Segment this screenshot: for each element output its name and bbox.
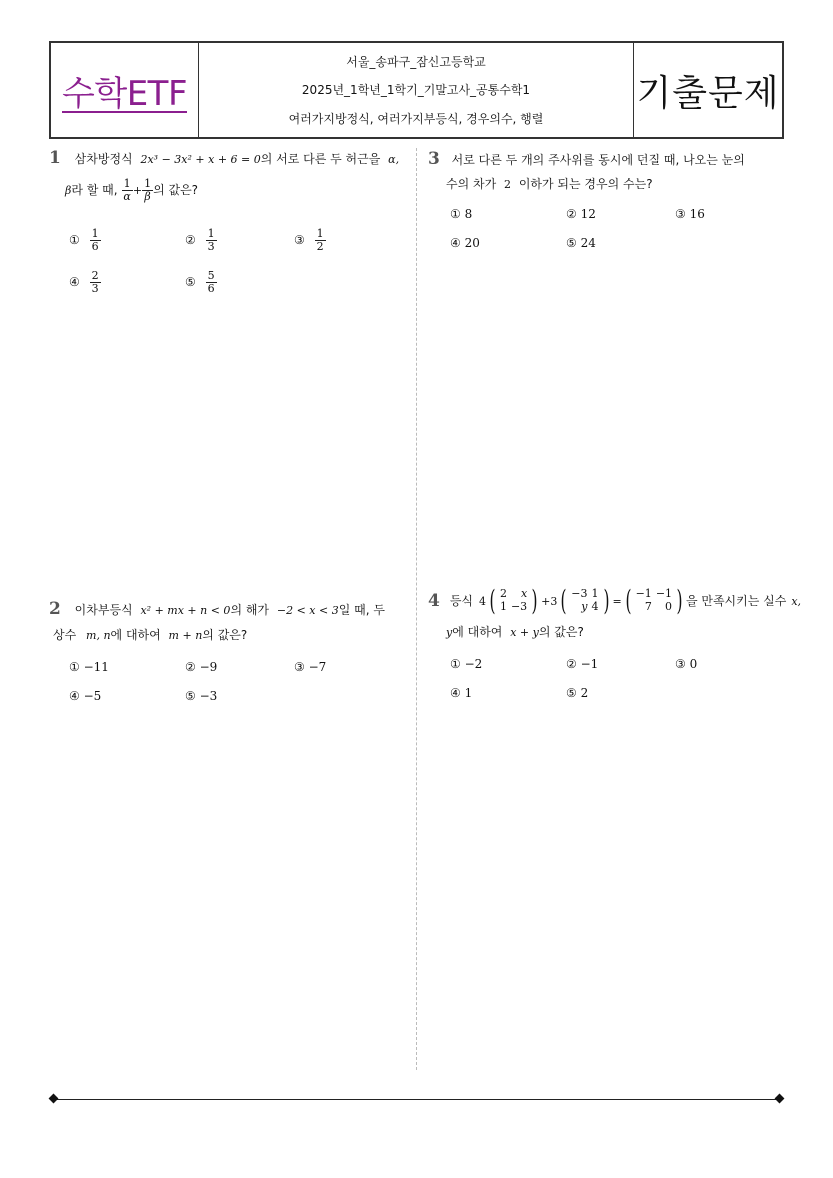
scalar: 3 [550,594,558,608]
question-text: 의 값은? [538,625,584,639]
choice-4[interactable]: ④ $\frac{2}{3}$ [69,269,99,296]
question-text: 일 때, 두 [338,603,385,617]
footer-rule [53,1099,781,1100]
math-number: 2 [504,178,512,191]
choice-5[interactable]: ⑤ $\frac{5}{6}$ [185,269,215,296]
problem-1 [49,150,409,310]
math-equation: 2x³ − 3x² + x + 6 = 0 [140,153,261,166]
school-name: 서울_송파구_잠신고등학교 [346,54,486,69]
choice-4[interactable]: ④ −5 [69,689,102,703]
footer-diamond-left [49,1094,59,1104]
question-text: 의 값은? [202,628,248,642]
question-text: 의 해가 [230,603,270,617]
math-inequality: x² + mx + n < 0 [140,604,231,617]
choice-1[interactable]: ① −2 [450,657,483,671]
choice-5[interactable]: ⑤ 24 [566,236,596,250]
question-text: 이차부등식 [74,603,133,617]
choice-4[interactable]: ④ 20 [450,236,480,250]
math-expression: x + y [510,626,539,639]
problem-2 [49,601,409,711]
choice-4[interactable]: ④ 1 [450,686,473,700]
choice-5[interactable]: ⑤ −3 [185,689,218,703]
choice-2[interactable]: ② −9 [185,660,218,674]
question-text: 서로 다른 두 개의 주사위를 동시에 던질 때, 나오는 눈의 [451,153,745,167]
question-text: 삼차방정식 [74,152,133,166]
plus-sign: + [541,594,551,608]
question-text: 의 값은? [153,183,199,198]
column-divider [416,148,417,1070]
math-variable: α, [388,153,400,166]
math-expression: m + n [168,629,203,642]
scalar: 4 [479,594,487,608]
fraction: $\frac{1}{\alpha}$ [123,177,131,204]
question-text: 을 만족시키는 실수 [685,594,787,608]
plus-sign: + [132,184,143,198]
math-variable: β [65,184,72,198]
question-text: 이하가 되는 경우의 수는? [518,177,653,191]
problem-number: 1 [49,148,61,168]
question-text: 에 대하여 [452,625,503,639]
question-text: 등식 [449,594,474,608]
equals-sign: = [612,594,622,608]
brand-logo: 수학ETF [62,73,187,114]
math-variables: m, n [86,629,111,642]
choice-1[interactable]: ① 8 [450,207,473,221]
question-text: 라 할 때, [71,183,118,198]
choice-3[interactable]: ③ $\frac{1}{2}$ [294,227,324,254]
exam-topics: 여러가지방정식, 여러가지부등식, 경우의수, 행렬 [288,112,544,127]
footer-diamond-right [775,1094,785,1104]
choice-2[interactable]: ② $\frac{1}{3}$ [185,227,215,254]
exam-name: 2025년_1학년_1학기_기말고사_공통수학1 [301,83,531,98]
choice-2[interactable]: ② 12 [566,207,596,221]
exam-header [49,41,784,139]
problem-number: 3 [428,149,440,169]
logo-cell [51,43,199,137]
choice-1[interactable]: ① $\frac{1}{6}$ [69,227,99,254]
math-variable: y [446,626,453,639]
matrix-b: ( −3 1 y 4 ) [560,584,609,617]
question-text: 의 서로 다른 두 허근을 [260,152,381,166]
choice-3[interactable]: ③ 16 [675,207,705,221]
math-range: −2 < x < 3 [276,604,339,617]
choice-2[interactable]: ② −1 [566,657,599,671]
problem-3 [428,151,788,261]
matrix-c: ( −1 −1 7 0 ) [625,584,683,617]
matrix-a: ( 2 x 1 −3 ) [489,584,538,617]
question-text: 수의 차가 [446,177,497,191]
choice-5[interactable]: ⑤ 2 [566,686,589,700]
problem-number: 2 [49,599,61,619]
question-text: 상수 [53,628,77,642]
choice-3[interactable]: ③ 0 [675,657,698,671]
math-variable: x, [791,594,802,608]
page-title: 기출문제 [636,72,780,114]
exam-info [199,43,634,137]
question-text: 에 대하여 [110,628,161,642]
fraction: $\frac{1}{\beta}$ [144,177,152,204]
choice-3[interactable]: ③ −7 [294,660,327,674]
choice-1[interactable]: ① −11 [69,660,109,674]
problem-4 [428,584,802,705]
problem-number: 4 [428,590,440,611]
